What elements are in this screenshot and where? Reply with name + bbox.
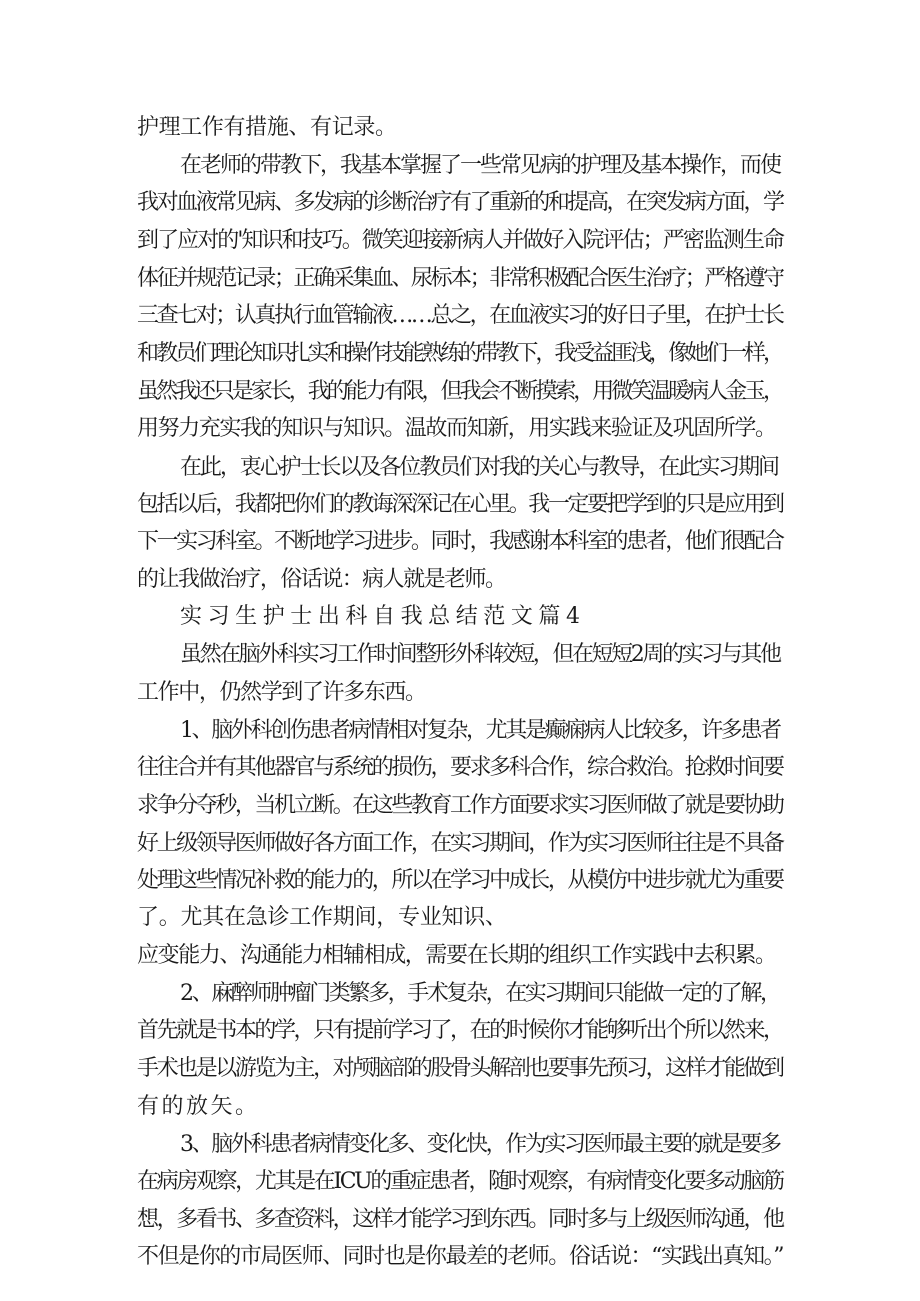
text-line-13: 的让我做治疗，俗话说：病人就是老师。	[137, 567, 506, 592]
text-line-20: 好上级领导医师做好各方面工作，在实习期间，作为实习医师往往是不具备	[137, 831, 783, 856]
text-line-17: 1、脑外科创伤患者病情相对复杂，尤其是癫痫病人比较多，许多患者	[180, 718, 780, 743]
text-line-21: 处理这些情况补救的能力的，所以在学习中成长，从模仿中进步就尤为重要	[137, 868, 783, 893]
text-line-1: 护理工作有措施、有记录。	[137, 115, 397, 140]
text-line-28: 3、脑外科患者病情变化多、变化快，作为实习医师最主要的就是要多	[180, 1132, 780, 1157]
text-line-10: 在此，衷心护士长以及各位教员们对我的关心与教导，在此实习期间	[180, 455, 778, 480]
text-line-8: 虽然我还只是家长，我的能力有限，但我会不断摸索，用微笑温暖病人金玉，	[137, 379, 782, 404]
text-line-25: 首先就是书本的学，只有提前学习了，在的时候你才能够听出个所以然来，	[137, 1018, 783, 1043]
text-line-12: 下一实习科室。不断地学习进步。同时，我感谢本科室的患者，他们很配合	[137, 529, 783, 554]
text-line-23: 应变能力、沟通能力相辅相成，需要在长期的组织工作实践中去积累。	[137, 943, 776, 968]
text-line-5: 体征并规范记录；正确采集血、尿标本；非常积极配合医生治疗；严格遵守	[137, 266, 783, 291]
text-line-15: 虽然在脑外科实习工作时间整形外科较短，但在短短2周的实习与其他	[180, 642, 780, 667]
text-line-27: 有的放矢。	[137, 1094, 260, 1119]
text-line-22: 了。尤其在急诊工作期间，专业知识、	[137, 905, 507, 930]
text-line-16: 工作中，仍然学到了许多东西。	[137, 680, 426, 705]
text-line-24: 2、麻醉师肿瘤门类繁多，手术复杂，在实习期间只能做一定的了解，	[180, 981, 780, 1006]
text-line-3: 我对血液常见病、多发病的诊断治疗有了重新的和提高，在突发病方面，学	[137, 190, 783, 215]
text-line-7: 和教员们理论知识扎实和操作技能熟练的带教下，我受益匪浅，像她们一样，	[137, 341, 782, 366]
text-line-31: 不但是你的市局医师、同时也是你最差的老师。俗话说：“实践出真知。”	[137, 1244, 784, 1269]
text-line-30: 想，多看书、多查资料，这样才能学习到东西。同时多与上级医师沟通，他	[137, 1207, 783, 1232]
text-line-9: 用努力充实我的知识与知识。温故而知新，用实践来验证及巩固所学。	[137, 416, 776, 441]
text-line-4: 到了应对的'知识和技巧。微笑迎接新病人并做好入院评估；严密监测生命	[137, 228, 784, 253]
text-line-11: 包括以后，我都把你们的教诲深深记在心里。我一定要把学到的只是应用到	[137, 492, 783, 517]
text-line-2: 在老师的带教下，我基本掌握了一些常见病的护理及基本操作，而使	[180, 153, 781, 178]
text-line-26: 手术也是以游览为主，对颅脑部的股骨头解剖也要事先预习，这样才能做到	[137, 1056, 783, 1081]
section-heading: 实习生护士出科自我总结范文篇4	[180, 604, 586, 629]
text-line-29: 在病房观察，尤其是在ICU的重症患者，随时观察，有病情变化要多动脑筋	[137, 1169, 783, 1194]
text-line-19: 求争分夺秒，当机立断。在这些教育工作方面要求实习医师做了就是要协助	[137, 793, 783, 818]
text-line-18: 往往合并有其他器官与系统的损伤，要求多科合作，综合救治。抢救时间要	[137, 755, 783, 780]
text-line-6: 三查七对；认真执行血管输液……总之，在血液实习的好日子里，在护士长	[137, 303, 783, 328]
